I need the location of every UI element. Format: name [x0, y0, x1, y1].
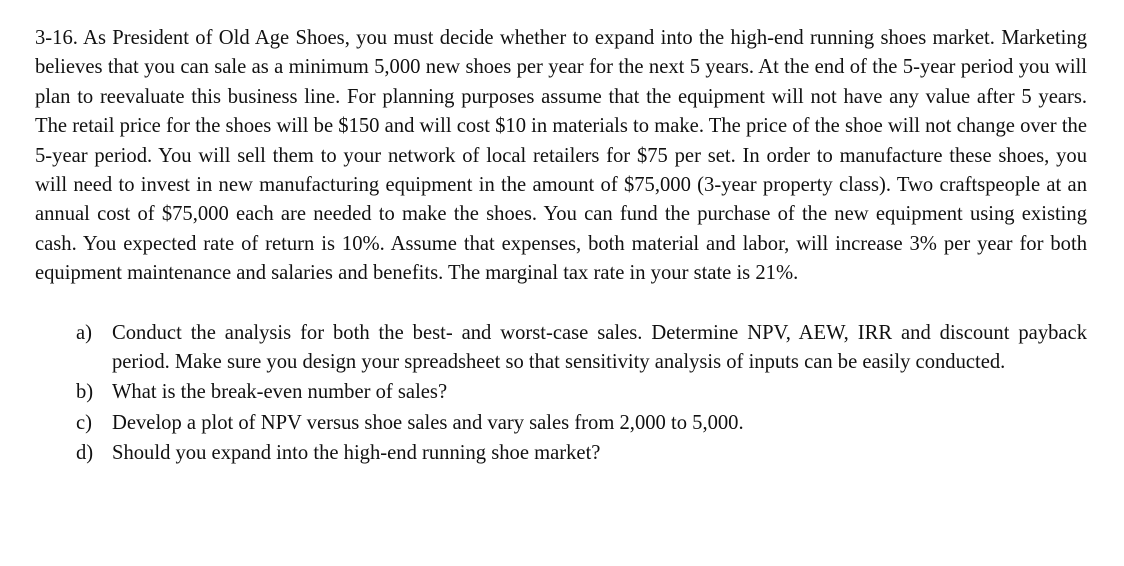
part-text: Should you expand into the high-end running shoe market?	[112, 442, 601, 465]
part-text: Conduct the analysis for both the best- and worst-case sales. Determine NPV, AEW, IRR and discount payback period. Make sure you design your spreadsheet so that sensitivity analysis of inputs can be easily conducted.	[112, 321, 1087, 374]
part-letter: b)	[76, 381, 94, 404]
part-letter: d)	[76, 442, 94, 465]
question-part-b	[76, 378, 1087, 407]
part-text: Develop a plot of NPV versus shoe sales and vary sales from 2,000 to 5,000.	[112, 411, 744, 434]
part-letter: c)	[76, 411, 92, 434]
problem-statement: 3-16. As President of Old Age Shoes, you must decide whether to expand into the high-end running shoes market. Marketing believes that you can sale as a minimum 5,000 new shoes per year for the next 5 years. At the end of the 5-year period you will plan to reevaluate this business line. For planning purposes assume that the equipment will not have any value after 5 years. The retail price for the shoes will be $150 and will cost $10 in materials to make. The price of the shoe will not change over the 5-year period. You will sell them to your network of local retailers for $75 per set. In order to manufacture these shoes, you will need to invest in new manufacturing equipment in the amount of $75,000 (3-year property class). Two craftspeople at an annual cost of $75,000 each are needed to make the shoes. You can fund the purchase of the new equipment using existing cash. You expected rate of return is 10%. Assume that expenses, both material and labor, will increase 3% per year for both equipment maintenance and salaries and benefits. The marginal tax rate in your state is 21%.	[35, 27, 1087, 285]
part-text: What is the break-even number of sales?	[112, 381, 448, 404]
part-letter: a)	[76, 321, 92, 344]
document-page	[35, 24, 1087, 470]
question-part-d	[76, 439, 1087, 468]
question-part-c	[76, 409, 1087, 438]
question-part-a	[76, 319, 1087, 378]
question-parts-list	[35, 319, 1087, 469]
